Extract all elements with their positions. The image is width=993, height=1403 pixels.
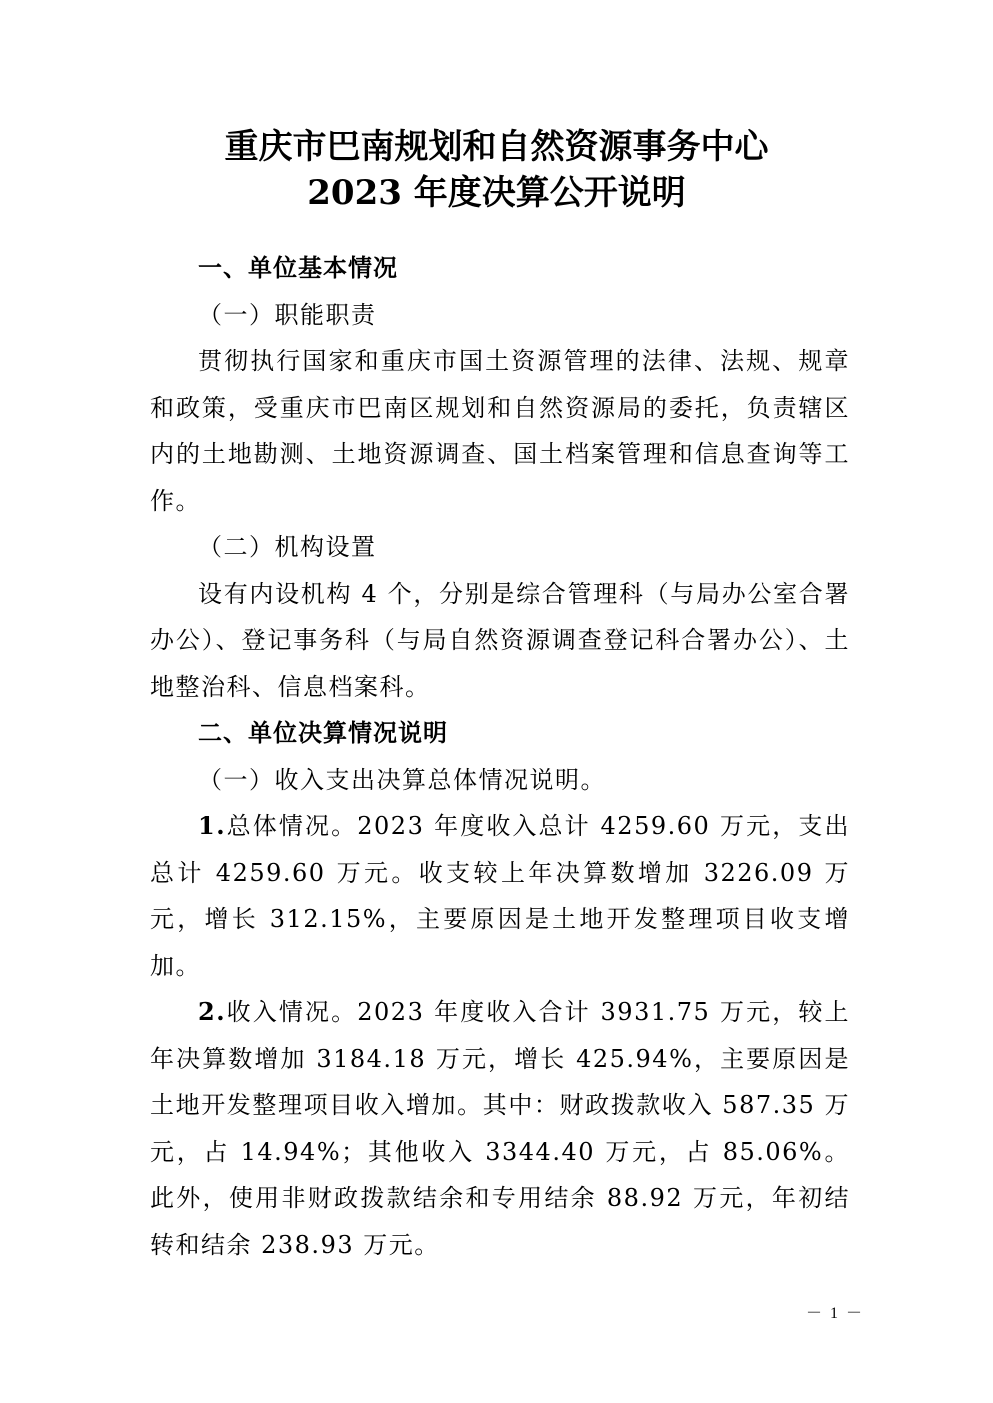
item1-text: 总体情况。2023 年度收入总计 4259.60 万元，支出总计 4259.60 万元。收支较上年决算数增加 3226.09 万元，增长 312.15%，主要原因是土地开发整理项目收支增加。 [150, 812, 850, 980]
item2-paragraph [150, 989, 850, 1268]
section1-sub1-text: 贯彻执行国家和重庆市国土资源管理的法律、法规、规章和政策，受重庆市巴南区规划和自然资源局的委托，负责辖区内的土地勘测、土地资源调查、国土档案管理和信息查询等工作。 [150, 347, 850, 515]
section1-sub1-heading: （一）职能职责 [198, 300, 377, 329]
item2-text: 收入情况。2023 年度收入合计 3931.75 万元，较上年决算数增加 3184.18 万元，增长 425.94%，主要原因是土地开发整理项目收入增加。其中：财政拨款收入 587.35 万元，占 14.94%；其他收入 3344.40 万元，占 85.06%。此外，使用非财政拨款结余和专用结余 88.92 万元，年初结转和结余 238.93 万元。 [150, 998, 850, 1259]
document-title-line2: 2023 年度决算公开说明 [307, 173, 686, 213]
item1-number: 1. [198, 811, 227, 840]
section1-heading: 一、单位基本情况 [198, 254, 398, 282]
page-number: － 1 － [806, 1305, 865, 1322]
document-body [150, 245, 850, 1268]
item1-paragraph [150, 803, 850, 989]
section2-heading: 二、单位决算情况说明 [198, 719, 448, 747]
document-title-line1: 重庆市巴南规划和自然资源事务中心 [224, 127, 769, 167]
section1-sub2-text: 设有内设机构 4 个，分别是综合管理科（与局办公室合署办公）、登记事务科（与局自然资源调查登记科合署办公）、土地整治科、信息档案科。 [150, 579, 850, 701]
section1-sub2-heading: （二）机构设置 [198, 533, 377, 561]
section2-sub1-heading: （一）收入支出决算总体情况说明。 [198, 765, 606, 794]
item2-number: 2. [198, 997, 227, 1026]
